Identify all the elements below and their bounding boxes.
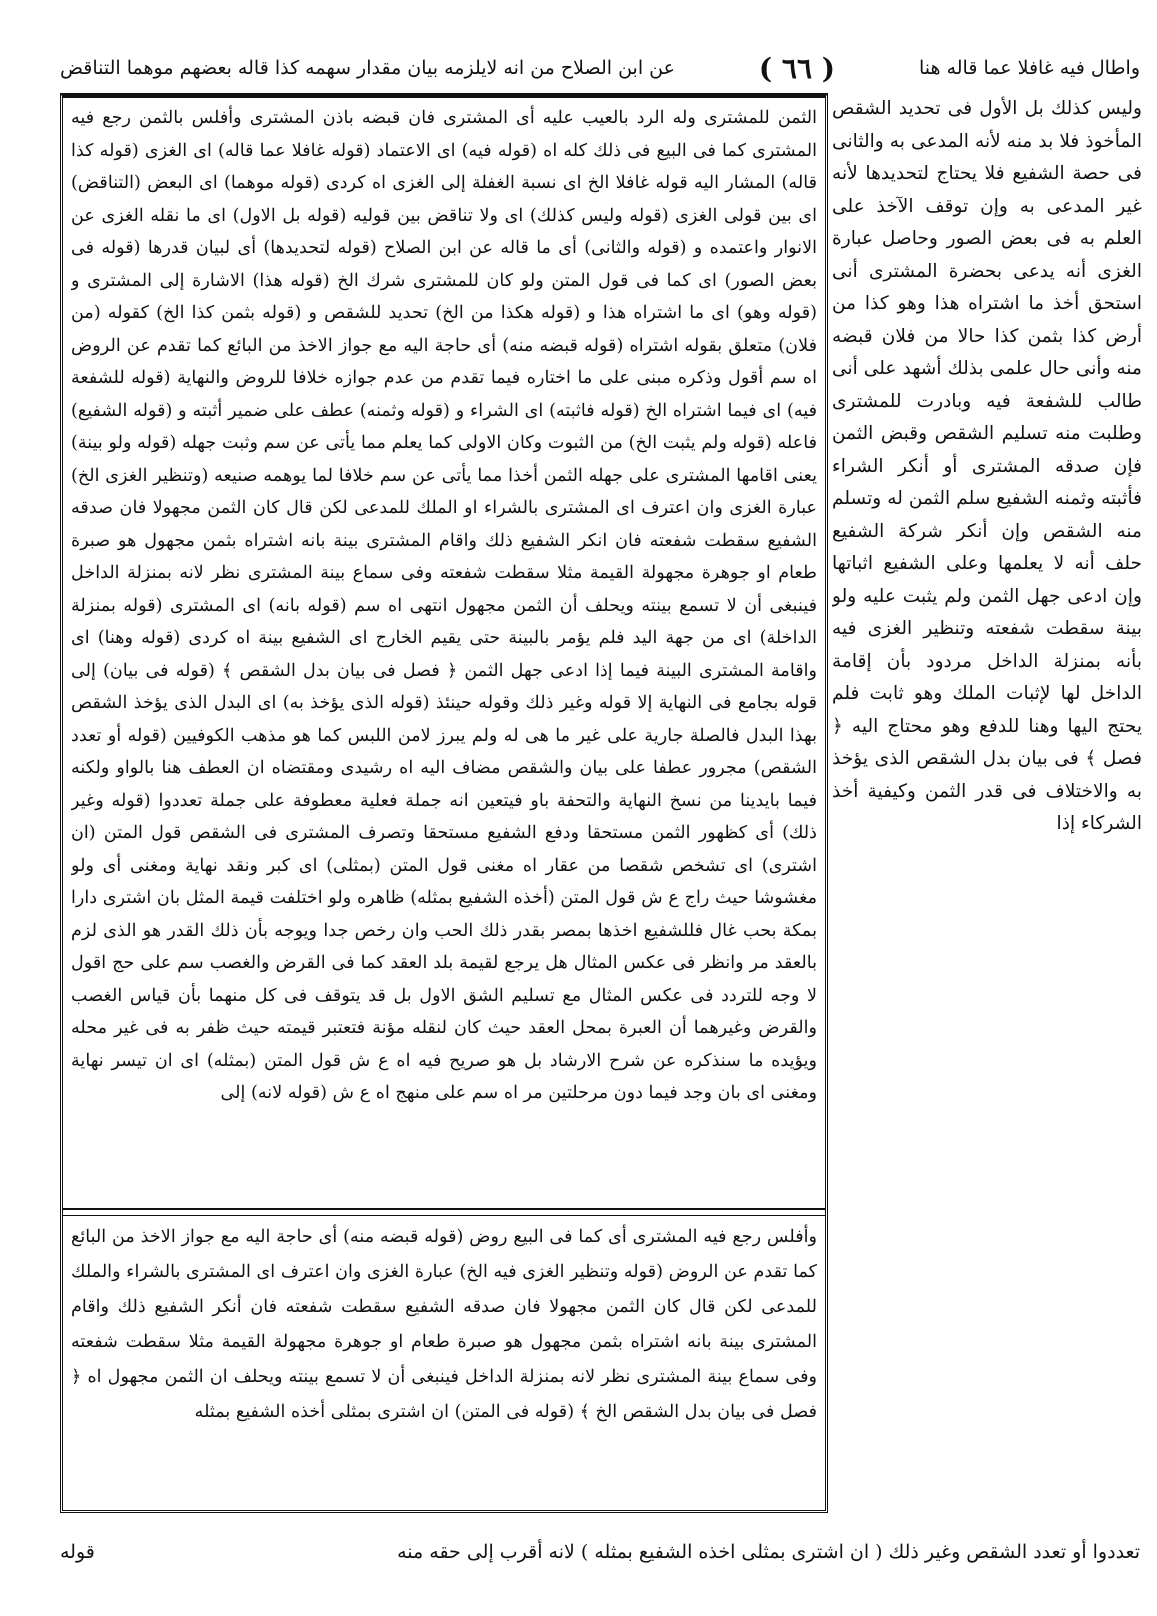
section-divider: [63, 1208, 825, 1216]
footer-main-text: تعددوا أو تعدد الشقص وغير ذلك ( ان اشترى بمثلى اخذه الشفيع بمثله ) لانه أقرب إلى حقه منه: [397, 1541, 1140, 1563]
header-right-text: واطال فيه غافلا عما قاله هنا: [918, 57, 1140, 79]
commentary-box: [60, 93, 828, 1513]
upper-commentary: الثمن للمشترى وله الرد بالعيب عليه أى المشترى فان قبضه باذن المشترى وأفلس بالثمن رجع فيه المشترى كما فى البيع فى ذلك كله اه (قوله فيه) اى الاعتماد (قوله غافلا عما قاله) اى الغزى (قوله كذا قاله) المشار اليه قوله غافلا الخ اى نسبة الغفلة إلى الغزى اه كردى (قوله موهما) اى البعض (التناقض) اى بين قولى الغزى (قوله وليس كذلك) اى ولا تناقض بين قوليه (قوله بل الاول) اى ما نقله الغزى عن الانوار واعتمده و (قوله والثانى) أى ما قاله عن ابن الصلاح (قوله لتحديدها) أى لبيان قدرها (قوله فى بعض الصور) اى كما فى قول المتن ولو كان للمشترى شرك الخ (قوله هذا) الاشارة إلى المشترى و (قوله وهو) اى ما اشتراه هذا و (قوله هكذا من الخ) تحديد للشقص و (قوله بثمن كذا الخ) كقوله (من فلان) متعلق بقوله اشتراه (قوله قبضه منه) أى حاجة اليه مع جواز الاخذ من البائع كما تقدم عن الروض اه سم أقول وذكره مبنى على ما اختاره فيما تقدم من عدم جوازه خلافا للروض والنهاية (قوله للشفعة فيه) اى فيما اشتراه الخ (قوله فاثبته) اى الشراء و (قوله وثمنه) عطف على ضمير أثبته و (قوله الشفيع) فاعله (قوله ولم يثبت الخ) من الثبوت وكان الاولى كما يعلم مما يأتى عن سم وثبت جهله (قوله ولو بينة) يعنى اقامها المشترى على جهله الثمن أخذا مما يأتى عن سم خلافا لما يوهمه صنيعه (وتنظير الغزى الخ) عبارة الغزى وان اعترف اى المشترى بالشراء او الملك للمدعى لكن قال كان الثمن مجهولا فان صدقه الشفيع سقطت شفعته فان انكر الشفيع ذلك واقام المشترى بينة بانه اشتراه بثمن مجهول هو صبرة طعام او جوهرة مجهولة القيمة مثلا سقطت شفعته وفى سماع بينة المشترى نظر لانه بمنزلة الداخل فينبغى أن لا تسمع بينته ويحلف أن الثمن مجهول انتهى اه سم (قوله بانه) اى المشترى (قوله بمنزلة الداخلة) اى من جهة اليد فلم يؤمر بالبينة حتى يقيم الخارج اى الشفيع بينة اه كردى (قوله وهنا) اى واقامة المشترى البينة فيما إذا ادعى جهل الثمن ﴿ فصل فى بيان بدل الشقص ﴾ (قوله فى بيان) إلى قوله بجامع فى النهاية إلا قوله وغير ذلك وقوله حينئذ (قوله الذى يؤخذ به) اى البدل الذى يؤخذ الشقص بهذا البدل فالصلة جارية على غير ما هى له ولم يبرز لامن اللبس كما هو مذهب الكوفيين (قوله أو تعدد الشقص) مجرور عطفا على بيان والشقص مضاف اليه اه رشيدى ومقتضاه ان العطف هنا بالواو ولكنه فيما بايدينا من نسخ النهاية والتحفة باو فيتعين انه جملة فعلية معطوفة على جملة تعددوا (قوله وغير ذلك) أى كظهور الثمن مستحقا ودفع الشفيع مستحقا وتصرف المشترى فى الشقص قول المتن (ان اشترى) اى تشخص شقصا من عقار اه مغنى قول المتن (بمثلى) اى كبر ونقد نهاية ومغنى أى ولو مغشوشا حيث راج ع ش قول المتن (أخذه الشفيع بمثله) ظاهره ولو اختلفت قيمة المثل بان اشترى دارا بمكة بحب غال فللشفيع اخذها بمصر بقدر ذلك الحب وان رخص جدا ويوجه بأن ذلك القدر هو الذى لزم بالعقد مر وانظر فى عكس المثال هل يرجع لقيمة بلد العقد كما فى القرض والغصب سم على حج اقول لا وجه للتردد فى عكس المثال مع تسليم الشق الاول بل قد يتوقف فى كل منهما بأن قياس الغصب والقرض وغيرهما أن العبرة بمحل العقد حيث كان لنقله مؤنة فتعتبر قيمته حيث ظفر به فى غير محله ويؤيده ما سنذكره عن شرح الارشاد بل هو صريح فيه اه ع ش قول المتن (بمثله) اى ان تيسر نهاية ومغنى اى بان وجد فيما دون مرحلتين مر اه سم على منهج اه ع ش (قوله لانه) إلى: [71, 108, 817, 1103]
page-header: [60, 38, 1140, 98]
main-text-column: وليس كذلك بل الأول فى تحديد الشقص المأخوذ فلا بد منه لأنه المدعى به والثانى فى حصة الشفيع فلا يحتاج لتحديدها لأنه غير المدعى به وإن توقف الآخذ على العلم به فى بعض الصور وحاصل عبارة الغزى أنه يدعى بحضرة المشترى أنى استحق أخذ ما اشتراه هذا وهو كذا من أرض كذا بثمن كذا حالا من فلان قبضه منه وأنى حال علمى بذلك أشهد على أنى طالب للشفعة فيه وبادرت للمشترى وطلبت منه تسليم الشقص وقبض الثمن فإن صدقه المشترى أو أنكر الشراء فأثبته وثمنه الشفيع سلم الثمن له وتسلم منه الشقص وإن أنكر شركة الشفيع حلف أنه لا يعلمها وعلى الشفيع اثباتها وإن ادعى جهل الثمن ولم يثبت عليه ولو بينة سقطت شفعته وتنظير الغزى فيه بأنه بمنزلة الداخل مردود بأن إقامة الداخل لها لإثبات الملك وهو ثابت فلم يحتج اليها وهنا للدفع وهو محتاج اليه ﴿ فصل ﴾ فى بيان بدل الشقص الذى يؤخذ به والاختلاف فى قدر الثمن وكيفية أخذ الشركاء إذا: [832, 98, 1142, 834]
page-footer: [60, 1530, 1140, 1574]
footer-catchword: قوله: [60, 1541, 95, 1563]
page-number: ( ٦٦ ): [758, 51, 835, 85]
header-left-text: عن ابن الصلاح من انه لايلزمه بيان مقدار سهمه كذا قاله بعضهم موهما التناقض: [60, 57, 675, 79]
lower-commentary: وأفلس رجع فيه المشترى أى كما فى البيع روض (قوله قبضه منه) أى حاجة اليه مع جواز الاخذ من البائع كما تقدم عن الروض (قوله وتنظير الغزى فيه الخ) عبارة الغزى وان اعترف اى المشترى بالشراء والملك للمدعى لكن قال كان الثمن مجهولا فان صدقه الشفيع سقطت شفعته فان أنكر الشفيع ذلك واقام المشترى بينة بانه اشتراه بثمن مجهول هو صبرة طعام او جوهرة مجهولة القيمة مثلا سقطت شفعته وفى سماع بينة المشترى نظر لانه بمنزلة الداخل فينبغى أن لا تسمع بينته ويحلف ان الثمن مجهول اه ﴿ فصل فى بيان بدل الشقص الخ ﴾ (قوله فى المتن) ان اشترى بمثلى أخذه الشفيع بمثله: [71, 1227, 817, 1422]
